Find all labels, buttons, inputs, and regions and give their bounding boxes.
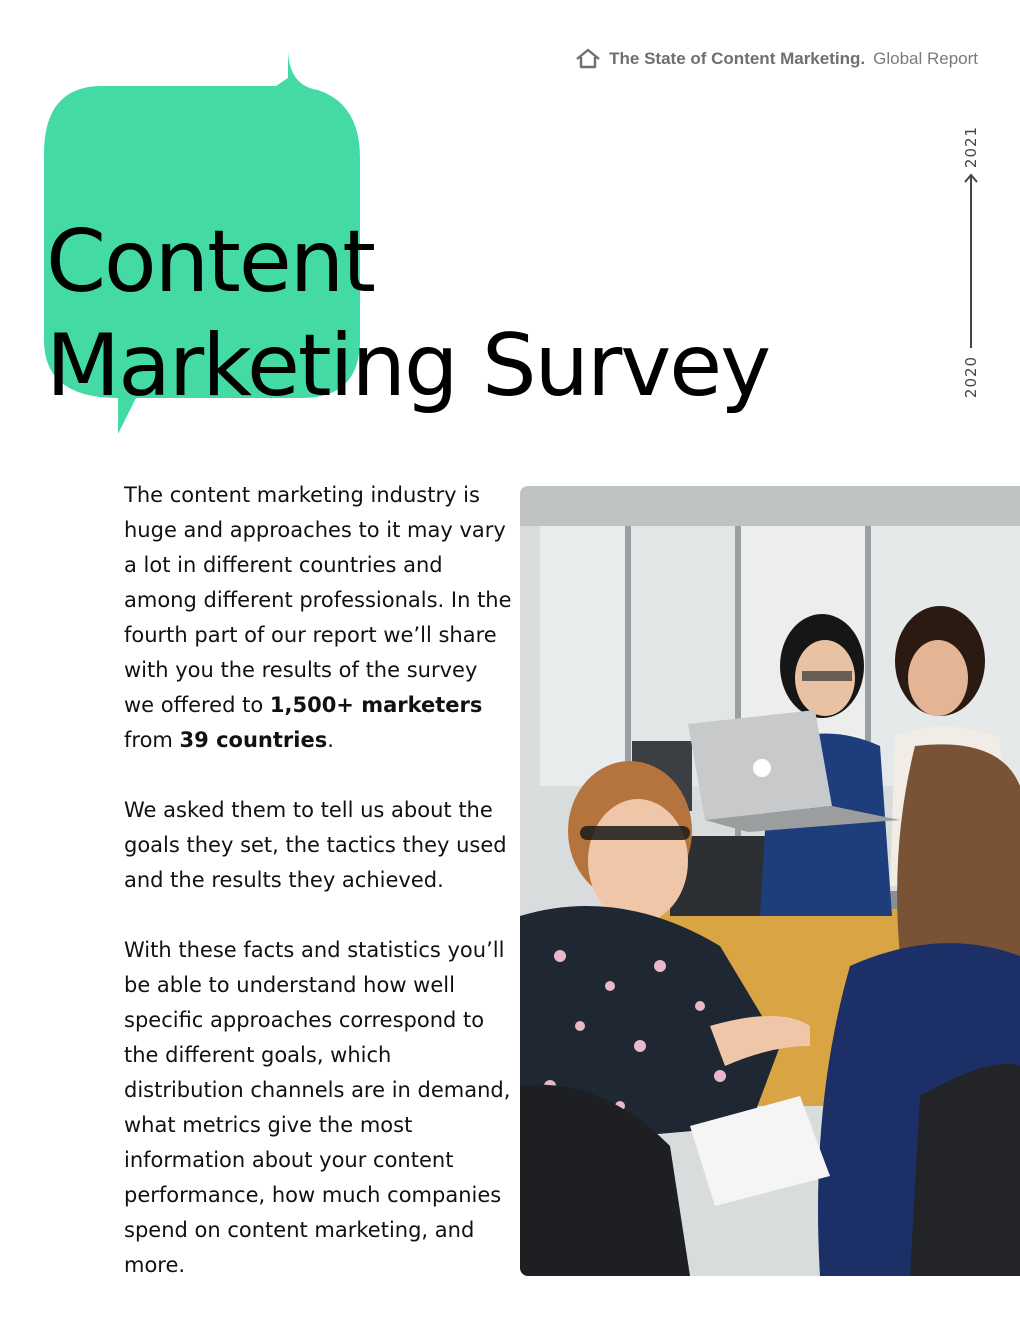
intro-paragraph-2: We asked them to tell us about the goals they set, the tactics they used and the results they achieved.	[124, 798, 507, 892]
intro-paragraph-3: With these facts and statistics you’ll be able to understand how well specific approaches correspond to the different goals, which distribution channels are in demand, what metrics give the most information about your content performance, how much companies spend on content marketing, and more.	[124, 938, 511, 1277]
year-timeline	[958, 124, 984, 404]
home-icon	[575, 48, 601, 70]
report-subtitle: Global Report	[873, 49, 978, 68]
title-line-1: Content	[46, 212, 375, 312]
report-brand: The State of Content Marketing.	[609, 49, 866, 68]
page-title	[46, 210, 769, 418]
highlight-marketers: 1,500+ marketers	[269, 693, 483, 717]
end-year-label: 2021	[962, 125, 980, 169]
intro-text-segment: .	[327, 728, 334, 752]
report-header	[575, 48, 978, 70]
intro-text-segment: from	[124, 728, 180, 752]
intro-text-segment: The content marketing industry is huge and approaches to it may vary a lot in different countries and among different professionals. In the fourth part of our report we’ll share with you the results of the survey we offered to	[124, 483, 512, 717]
start-year-label: 2020	[962, 355, 980, 399]
intro-paragraph-1	[124, 478, 514, 758]
highlight-countries: 39 countries	[179, 728, 328, 752]
office-photo-icon	[520, 486, 1020, 1276]
arrow-up-icon	[958, 170, 984, 350]
office-photo	[520, 486, 1020, 1276]
intro-text	[124, 478, 514, 1318]
title-line-2: Marketing Survey	[46, 316, 770, 416]
